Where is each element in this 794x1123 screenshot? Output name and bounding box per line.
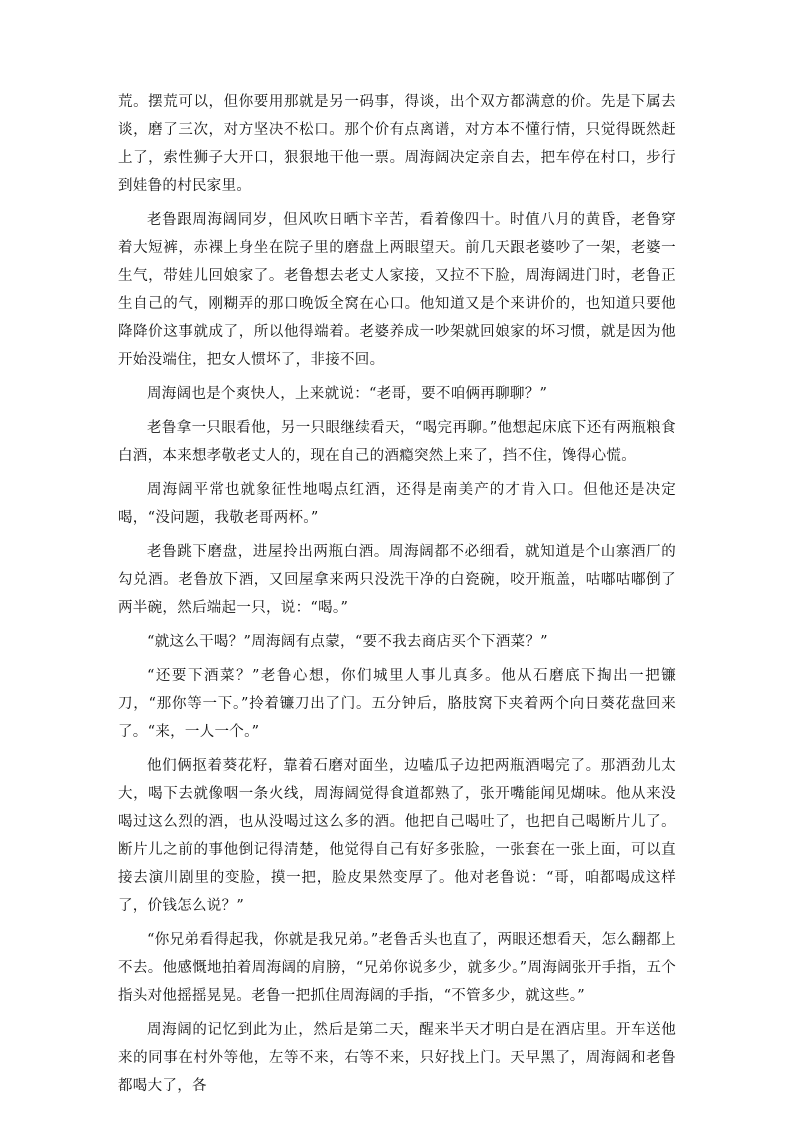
- paragraph: 周海阔也是个爽快人，上来就说：“老哥，要不咱俩再聊聊？”: [147, 386, 548, 402]
- paragraph: 荒。摆荒可以，但你要用那就是另一码事，得谈，出个双方都满意的价。先是下属去谈，磨了三次，对方坚决不松口。那个价有点离谱，对方本不懂行情，只觉得既然赶上了，索性狮子大开口，狠狠地干他一票。周海阔决定亲自去，把车停在村口，步行到娃鲁的村民家里。: [118, 94, 676, 194]
- paragraph: 周海阔的记忆到此为止，然后是第二天，醒来半天才明白是在酒店里。开车送他来的同事在村外等他，左等不来，右等不来，只好找上门。天早黑了，周海阔和老鲁都喝大了，各: [118, 1022, 676, 1094]
- paragraph: 周海阔平常也就象征性地喝点红酒，还得是南美产的才肯入口。但他还是决定喝，“没问题，我敬老哥两杯。”: [118, 482, 676, 526]
- paragraph: 老鲁拿一只眼看他，另一只眼继续看天，“喝完再聊。”他想起床底下还有两瓶粮食白酒，本来想孝敬老丈人的，现在自己的酒瘾突然上来了，挡不住，馋得心慌。: [118, 420, 676, 464]
- paragraph: “还要下酒菜？”老鲁心想，你们城里人事儿真多。他从石磨底下掏出一把镰刀，“那你等一下。”拎着镰刀出了门。五分钟后，胳肢窝下夹着两个向日葵花盘回来了。“来，一人一个。”: [118, 668, 676, 740]
- article-body: [118, 88, 676, 1106]
- paragraph: “就这么干喝？”周海阔有点蒙，“要不我去商店买个下酒菜？”: [147, 634, 548, 650]
- paragraph: “你兄弟看得起我，你就是我兄弟。”老鲁舌头也直了，两眼还想看天，怎么翻都上不去。他感慨地拍着周海阔的肩膀，“兄弟你说多少，就多少。”周海阔张开手指，五个指头对他摇摇晃晃。老鲁一把抓住周海阔的手指，“不管多少，就这些。”: [118, 932, 676, 1004]
- paragraph: 他们俩抠着葵花籽，靠着石磨对面坐，边嗑瓜子边把两瓶酒喝完了。那酒劲儿太大，喝下去就像咽一条火线，周海阔觉得食道都熟了，张开嘴能闻见煳味。他从来没喝过这么烈的酒，也从没喝过这么多的酒。他把自己喝吐了，也把自己喝断片儿了。断片儿之前的事他倒记得清楚，他觉得自己有好多张脸，一张套在一张上面，可以直接去演川剧里的变脸，摸一把，脸皮果然变厚了。他对老鲁说：“哥，咱都喝成这样了，价钱怎么说？”: [118, 758, 676, 914]
- paragraph: 老鲁跳下磨盘，进屋拎出两瓶白酒。周海阔都不必细看，就知道是个山寨酒厂的勾兑酒。老鲁放下酒，又回屋拿来两只没洗干净的白瓷碗，咬开瓶盖，咕嘟咕嘟倒了两半碗，然后端起一只，说：“喝。”: [118, 544, 676, 616]
- paragraph: 老鲁跟周海阔同岁，但风吹日晒卞辛苦，看着像四十。时值八月的黄昏，老鲁穿着大短裤，赤裸上身坐在院子里的磨盘上两眼望天。前几天跟老婆吵了一架，老婆一生气，带娃儿回娘家了。老鲁想去老丈人家接，又拉不下脸，周海阔进门时，老鲁正生自己的气，刚糊弄的那口晚饭全窝在心口。他知道又是个来讲价的，也知道只要他降降价这事就成了，所以他得端着。老婆养成一吵架就回娘家的坏习惯，就是因为他开始没端住，把女人惯坏了，非接不回。: [118, 212, 676, 368]
